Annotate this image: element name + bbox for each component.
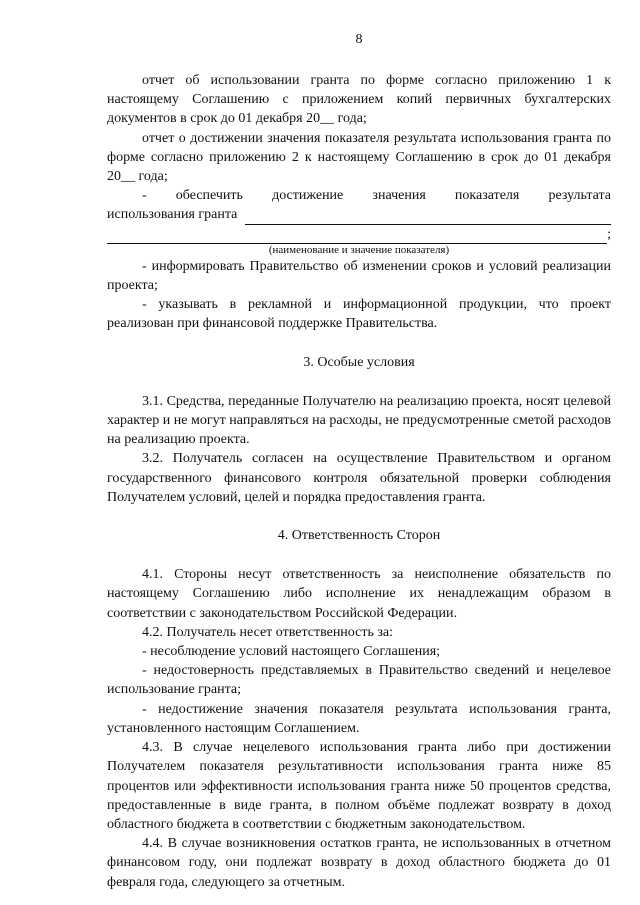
paragraph-report-achievement: отчет о достижении значения показателя результата использования гранта по форме согласно приложению 2 к настоящему Соглашению в срок до 01 декабря 20__ года; <box>107 130 611 185</box>
indicator-line-label: использования гранта <box>107 207 238 223</box>
paragraph-4-2: 4.2. Получатель несет ответственность за: <box>142 624 394 640</box>
indicator-line-end: ; <box>607 226 611 242</box>
section-3-title: 3. Особые условия <box>303 354 415 370</box>
indicator-blank-line-2 <box>107 229 607 244</box>
document-page <box>107 30 611 892</box>
paragraph-4-4: 4.4. В случае возникновения остатков гранта, не использованных в отчетном финансовом году, они подлежат возврату в доход областного бюджета до 01 февраля года, следующего за отчетным. <box>107 836 611 890</box>
section-4-title: 4. Ответственность Сторон <box>277 528 441 544</box>
paragraph-3-1: 3.1. Средства, переданные Получателю на реализацию проекта, носят целевой характер и не могут направляться на расходы, не предусмотренные сметой расходов на реализацию проекта. <box>107 393 611 448</box>
paragraph-4-1: 4.1. Стороны несут ответственность за неисполнение обязательств по настоящему Соглашению либо исполнение их ненадлежащим образом в соответствии с законодательством Российской Федерации. <box>107 567 611 621</box>
paragraph-3-2: 3.2. Получатель согласен на осуществление Правительством и органом государственного финансового контроля обязательной проверки соблюдения Получателем условий, целей и порядка предоставления гранта. <box>107 451 611 505</box>
indicator-caption: (наименование и значение показателя) <box>268 243 450 256</box>
indicator-line-row-2 <box>107 225 611 244</box>
paragraph-inform-government: - информировать Правительство об изменении сроков и условий реализации проекта; <box>107 258 611 294</box>
paragraph-ensure-achievement: - обеспечить достижение значения показателя результата <box>142 188 611 204</box>
paragraph-4-3: 4.3. В случае нецелевого использования гранта либо при достижении Получателем показателя результативности использования гранта ниже 85 процентов или эффективности использования гранта ниже 50 процентов средства, предоставленные в виде гранта, в полном объёме подлежат возврату в доход областного бюджета в соответствии с бюджетным законодательством. <box>107 740 611 832</box>
paragraph-4-2-item-2: - недостоверность представляемых в Правительство сведений и нецелевое использование гранта; <box>107 663 611 698</box>
indicator-blank-line <box>245 210 611 225</box>
paragraph-4-2-item-1: - несоблюдение условий настоящего Соглашения; <box>142 644 441 660</box>
page-number: 8 <box>355 32 363 47</box>
paragraph-advertising: - указывать в рекламной и информационной продукции, что проект реализован при финансовой поддержке Правительства. <box>107 297 611 332</box>
paragraph-report-usage: отчет об использовании гранта по форме согласно приложению 1 к настоящему Соглашению с приложением копий первичных бухгалтерских документов в срок до 01 декабря 20__ года; <box>107 73 611 127</box>
indicator-line-row <box>107 205 611 224</box>
paragraph-4-2-item-3: - недостижение значения показателя результата использования гранта, установленного настоящим Соглашением. <box>107 701 611 736</box>
